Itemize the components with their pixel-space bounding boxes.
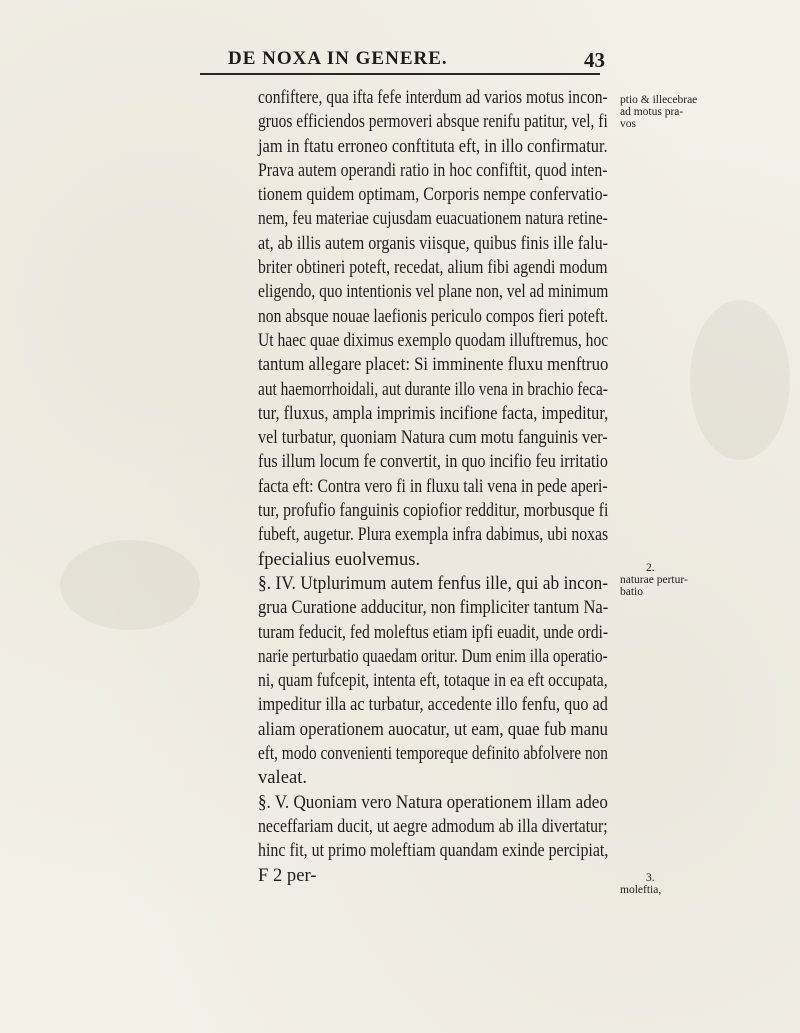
text-line: turam feducit, fed moleftus etiam ipfi euadit, unde ordi- [258, 621, 609, 643]
text-line: non absque nouae laefionis periculo compos fieri poteft. [258, 305, 609, 327]
text-line: briter obtineri poteft, recedat, alium fibi agendi modum [258, 257, 608, 279]
text-line: tantum allegare placet: Si imminente fluxu menftruo [258, 354, 609, 376]
text-line: confiftere, qua ifta fefe interdum ad varios motus incon- [258, 87, 608, 108]
text-line: gruos efficiendos permoveri absque renifu patitur, vel, fi [258, 111, 608, 133]
header-rule [200, 73, 600, 75]
margin-note [620, 94, 697, 130]
margin-note [620, 562, 688, 598]
text-line: tur, fluxus, ampla imprimis incifione facta, impeditur, [258, 402, 609, 424]
text-line: facta eft: Contra vero fi in fluxu tali vena in pede aperi- [258, 475, 608, 497]
text-line: fpecialius euolvemus. [258, 548, 421, 570]
running-head [0, 48, 800, 74]
text-line: eligendo, quo intentionis vel plane non, vel ad minimum [258, 281, 609, 303]
margin-note-line: ad motus pra- [620, 106, 684, 118]
text-line: ni, quam fufcepit, intenta eft, totaque in ea eft occupata, [258, 670, 608, 692]
text-line: tur, profufio fanguinis copiofior redditur, morbusque fi [258, 500, 609, 522]
paper-stain [60, 540, 200, 630]
signature-line: F 2 per- [258, 864, 317, 886]
text-line: impeditur illa ac turbatur, accedente illo fenfu, quo ad [258, 694, 608, 716]
running-title: DE NOXA IN GENERE. [228, 48, 448, 69]
margin-note-line: 3. [646, 872, 655, 884]
section-heading-line: §. V. Quoniam vero Natura operationem illam adeo [258, 791, 608, 813]
margin-note-line: moleftia, [620, 884, 662, 896]
margin-note-line: batio [620, 586, 643, 598]
margin-note [620, 872, 661, 896]
text-line: tionem quidem optimam, Corporis nempe confervatio- [258, 184, 608, 206]
text-line: aut haemorrhoidali, aut durante illo vena in brachio feca- [258, 378, 608, 400]
text-line: nem, feu materiae cujusdam euacuationem natura retine- [258, 208, 608, 230]
text-line: eft, modo convenienti temporeque definito abfolvere non [258, 743, 608, 765]
text-line: jam in ftatu erroneo conftituta eft, in illo confirmatur. [258, 135, 608, 157]
text-line: vel turbatur, quoniam Natura cum motu fanguinis ver- [258, 427, 608, 449]
text-line: fubeft, augetur. Plura exempla infra dabimus, ubi noxas [258, 524, 609, 546]
margin-note-line: ptio & illecebrae [620, 94, 698, 106]
section-heading-line: §. IV. Utplurimum autem fenfus ille, qui ab incon- [258, 572, 609, 594]
text-line: neceffariam ducit, ut aegre admodum ab illa divertatur; [258, 815, 608, 837]
text-line: Prava autem operandi ratio in hoc confiftit, quod inten- [258, 159, 608, 181]
text-line: aliam operationem auocatur, ut eam, quae fub manu [258, 718, 608, 740]
text-line: Ut haec quae diximus exemplo quodam illuftremus, hoc [258, 329, 609, 351]
text-line: hinc fit, ut primo moleftiam quandam exinde percipiat, [258, 840, 609, 862]
text-line: at, ab illis autem organis viisque, quibus finis ille falu- [258, 232, 609, 254]
text-line: grua Curatione adducitur, non fimpliciter tantum Na- [258, 597, 609, 619]
page-number: 43 [584, 48, 605, 72]
paper-stain [690, 300, 790, 460]
margin-note-line: vos [620, 118, 636, 130]
text-line: narie perturbatio quaedam oritur. Dum enim illa operatio- [258, 645, 608, 667]
text-line: fus illum locum fe convertit, in quo incifio feu irritatio [258, 451, 608, 473]
margin-note-line: naturae pertur- [620, 574, 688, 586]
margin-note-line: 2. [646, 562, 655, 574]
body-text [258, 86, 608, 888]
text-line: valeat. [258, 767, 308, 789]
